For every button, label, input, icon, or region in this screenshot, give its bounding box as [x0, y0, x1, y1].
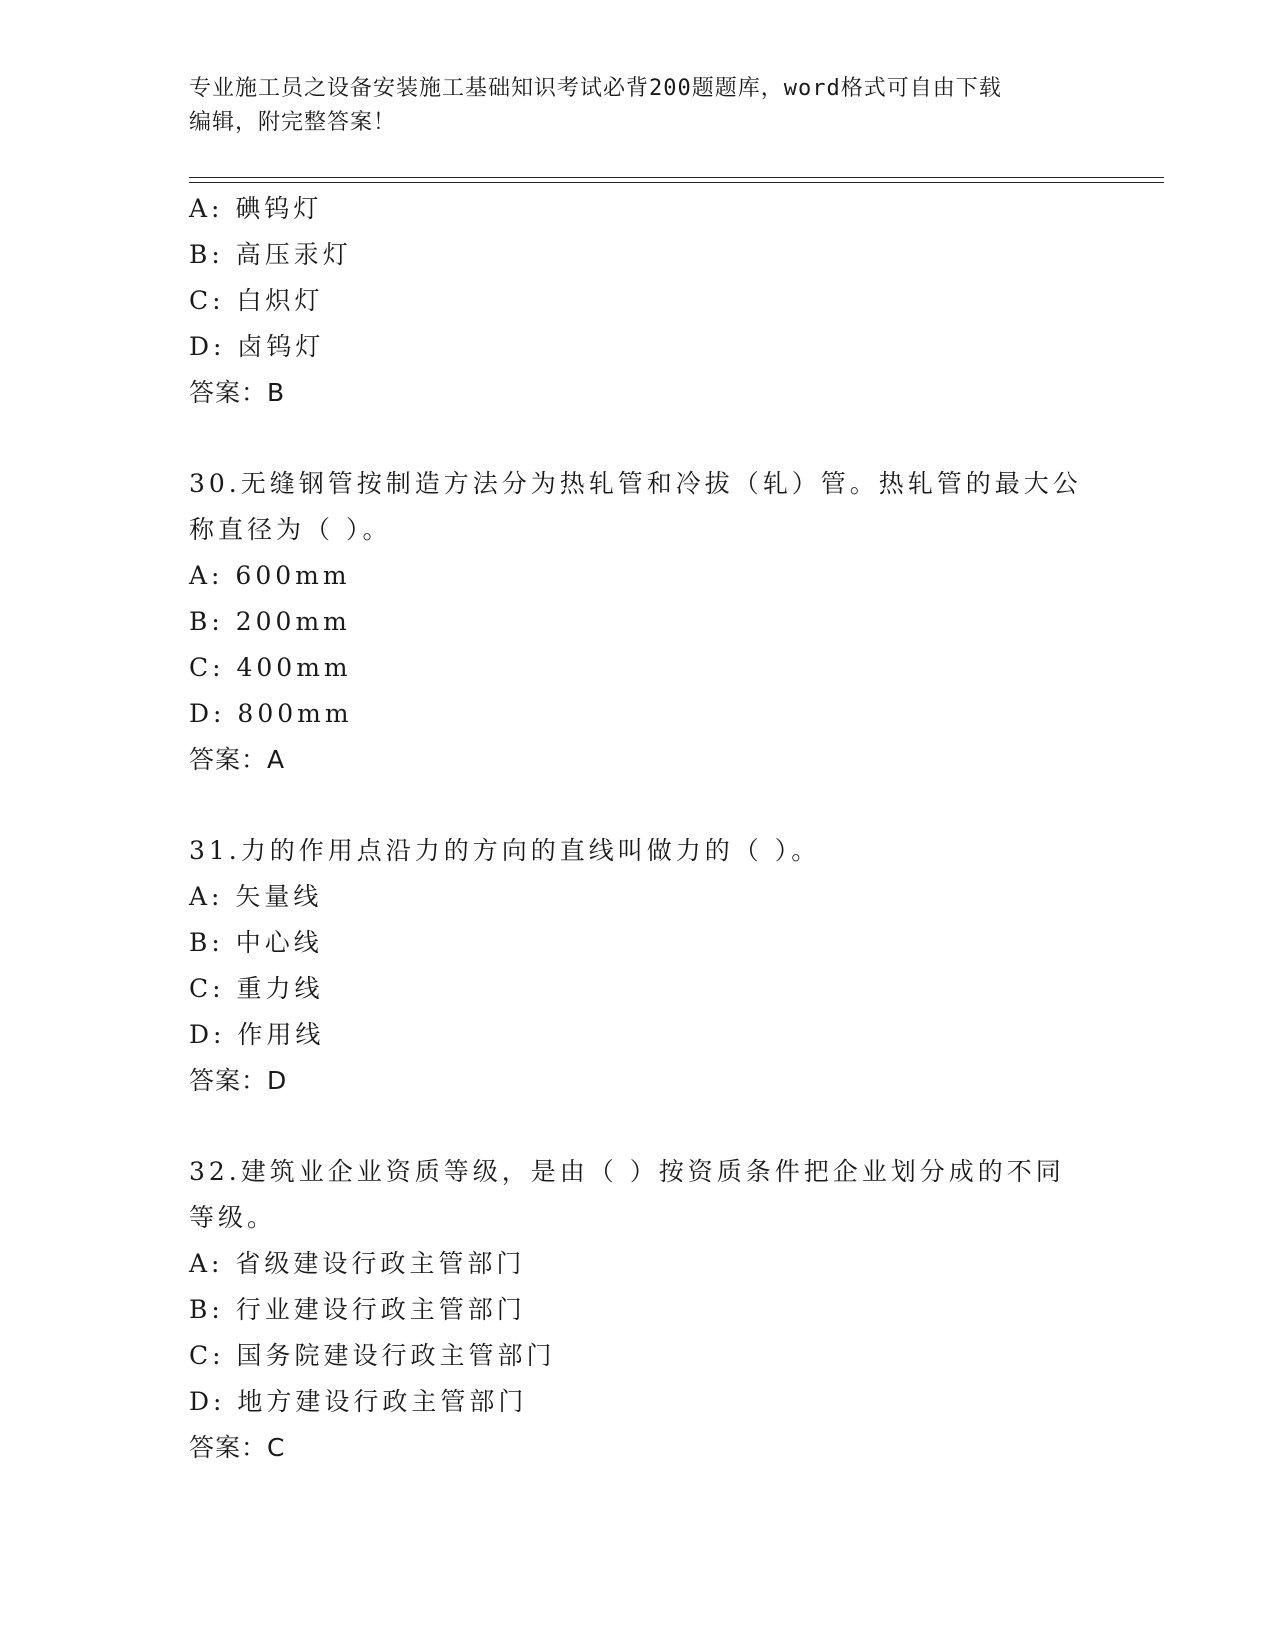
question-stem-line1: 31.力的作用点沿力的方向的直线叫做力的（ ）。 [189, 836, 821, 865]
option-d: D: 地方建设行政主管部门 [189, 1387, 528, 1416]
header-title-line2: 编辑，附完整答案！ [189, 110, 397, 135]
option-c: C: 重力线 [189, 974, 324, 1003]
option-d: D: 作用线 [189, 1020, 325, 1049]
question-stem-line1: 30.无缝钢管按制造方法分为热轧管和冷拔（轧）管。热轧管的最大公 [189, 469, 1082, 498]
option-b: B: 中心线 [189, 928, 323, 957]
option-a: A: 矢量线 [189, 882, 323, 911]
option-d: D: 800mm [189, 699, 353, 728]
header-title-line1: 专业施工员之设备安装施工基础知识考试必背200题题库，word格式可自由下载 [189, 76, 1002, 101]
option-d: D: 卤钨灯 [189, 332, 325, 361]
question-stem [189, 461, 1089, 553]
option-a: A: 600mm [189, 561, 351, 590]
option-b: B: 200mm [189, 607, 351, 636]
option-c: C: 400mm [189, 653, 352, 682]
question-stem-line2: 等级。 [189, 1203, 277, 1232]
header-divider-bottom [189, 182, 1164, 183]
option-c: C: 国务院建设行政主管部门 [189, 1341, 556, 1370]
question-stem [189, 1149, 1089, 1241]
question-list [189, 186, 1164, 1471]
document-header [189, 72, 1089, 140]
answer-line: 答案：A [189, 745, 286, 774]
answer-line: 答案：B [189, 378, 286, 407]
option-b: B: 高压汞灯 [189, 240, 352, 269]
option-b: B: 行业建设行政主管部门 [189, 1295, 526, 1324]
option-a: A: 碘钨灯 [189, 194, 323, 223]
answer-line: 答案：C [189, 1433, 286, 1462]
question-29 [189, 186, 1164, 416]
question-31 [189, 828, 1164, 1104]
header-divider-top [189, 177, 1164, 178]
question-stem-line2: 称直径为（ ）。 [189, 515, 392, 544]
answer-line: 答案：D [189, 1066, 288, 1095]
option-a: A: 省级建设行政主管部门 [189, 1249, 526, 1278]
question-stem [189, 828, 1089, 874]
question-stem-line1: 32.建筑业企业资质等级，是由（ ）按资质条件把企业划分成的不同 [189, 1157, 1065, 1186]
question-30 [189, 461, 1164, 783]
question-32 [189, 1149, 1164, 1471]
option-c: C: 白炽灯 [189, 286, 324, 315]
